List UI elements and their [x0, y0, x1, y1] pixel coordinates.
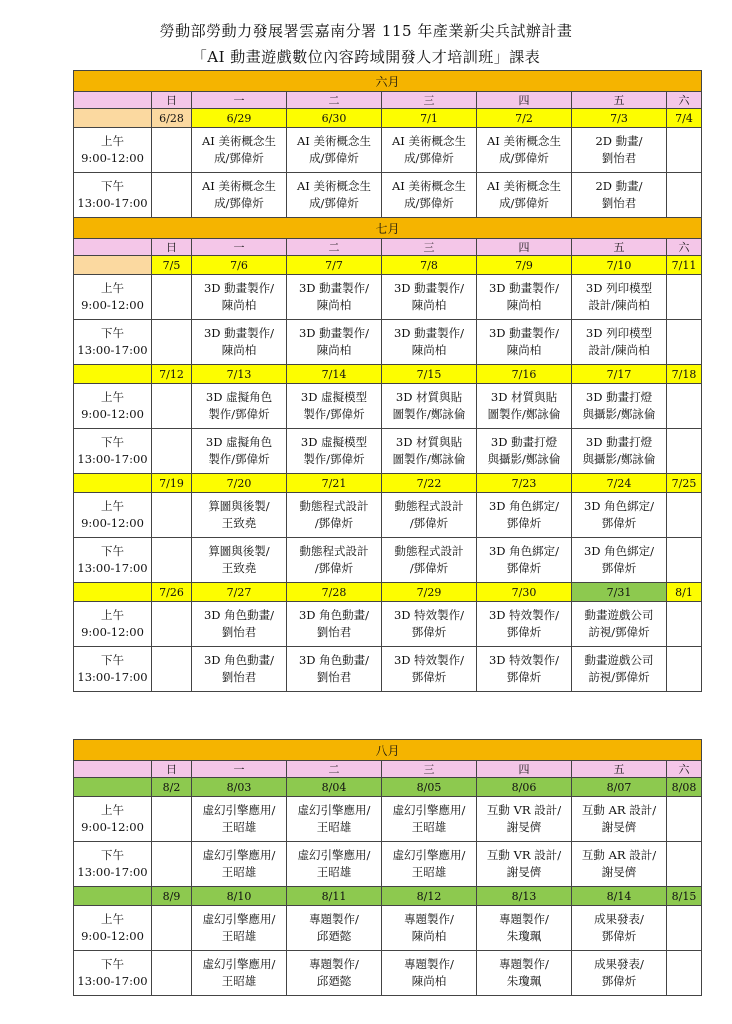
course-cell: AI 美術概念生 成/鄧偉炘 [192, 173, 287, 218]
session-hours: 13:00-17:00 [77, 196, 148, 210]
date-cell: 6/28 [152, 109, 192, 128]
course-cell: 互動 VR 設計/ 謝旻儕 [477, 797, 572, 842]
course-cell [152, 538, 192, 583]
weekday-label: 一 [192, 761, 287, 778]
date-cell: 8/12 [382, 887, 477, 906]
afternoon-session-row [74, 429, 702, 474]
course-cell [667, 842, 702, 887]
weekday-blank-cell [74, 92, 152, 109]
session-hours: 9:00-12:00 [81, 625, 144, 639]
course-cell: 3D 角色動畫/ 劉怡君 [287, 602, 382, 647]
weekday-label: 日 [152, 92, 192, 109]
course-cell: 3D 虛擬角色 製作/鄧偉炘 [192, 384, 287, 429]
session-hours: 9:00-12:00 [81, 516, 144, 530]
weekday-label: 二 [287, 239, 382, 256]
date-row [74, 474, 702, 493]
course-cell: AI 美術概念生 成/鄧偉炘 [477, 173, 572, 218]
date-cell: 7/5 [152, 256, 192, 275]
course-cell: 專題製作/ 邱廼懿 [287, 951, 382, 996]
weekday-label: 三 [382, 92, 477, 109]
date-row [74, 887, 702, 906]
date-cell: 8/2 [152, 778, 192, 797]
date-cell: 7/11 [667, 256, 702, 275]
afternoon-session-row [74, 538, 702, 583]
course-cell: 3D 列印模型 設計/陳尚柏 [572, 275, 667, 320]
weekday-blank-cell [74, 761, 152, 778]
course-cell: 專題製作/ 邱廼懿 [287, 906, 382, 951]
course-cell: 成果發表/ 鄧偉炘 [572, 951, 667, 996]
course-cell [667, 320, 702, 365]
session-time-cell [74, 128, 152, 173]
session-hours: 9:00-12:00 [81, 820, 144, 834]
weekday-label: 二 [287, 92, 382, 109]
weekday-label: 六 [667, 761, 702, 778]
course-cell: 3D 特效製作/ 鄧偉炘 [477, 602, 572, 647]
course-cell: 3D 虛擬模型 製作/鄧偉炘 [287, 429, 382, 474]
date-cell: 7/29 [382, 583, 477, 602]
date-row-label-cell [74, 583, 152, 602]
session-hours: 13:00-17:00 [77, 343, 148, 357]
course-cell: AI 美術概念生 成/鄧偉炘 [287, 173, 382, 218]
schedule-table-august [73, 739, 702, 996]
schedule-table-june-july [73, 70, 702, 692]
weekday-row [74, 92, 702, 109]
course-cell: 3D 角色動畫/ 劉怡君 [192, 647, 287, 692]
date-cell: 7/10 [572, 256, 667, 275]
course-cell: 動態程式設計 /鄧偉炘 [287, 493, 382, 538]
page-title: 勞動部勞動力發展署雲嘉南分署 115 年產業新尖兵試辦計畫 [159, 22, 573, 40]
morning-session-row [74, 906, 702, 951]
course-cell: 3D 特效製作/ 鄧偉炘 [382, 647, 477, 692]
course-cell: 動畫遊戲公司 訪視/鄧偉炘 [572, 647, 667, 692]
course-cell: 專題製作/ 朱瓊珮 [477, 906, 572, 951]
morning-session-row [74, 275, 702, 320]
course-cell: 3D 材質與貼 圖製作/鄭詠倫 [382, 429, 477, 474]
course-cell: 動態程式設計 /鄧偉炘 [287, 538, 382, 583]
weekday-label: 五 [572, 239, 667, 256]
course-cell: AI 美術概念生 成/鄧偉炘 [287, 128, 382, 173]
date-cell: 8/07 [572, 778, 667, 797]
morning-session-row [74, 797, 702, 842]
session-time-cell [74, 429, 152, 474]
afternoon-session-row [74, 173, 702, 218]
weekday-label: 二 [287, 761, 382, 778]
course-cell [667, 128, 702, 173]
course-cell: 3D 角色綁定/ 鄧偉炘 [477, 493, 572, 538]
session-label: 下午 [101, 326, 124, 340]
course-cell: 專題製作/ 朱瓊珮 [477, 951, 572, 996]
date-cell: 7/3 [572, 109, 667, 128]
course-cell: 互動 AR 設計/ 謝旻儕 [572, 797, 667, 842]
date-cell: 8/11 [287, 887, 382, 906]
course-cell [152, 320, 192, 365]
course-cell: 2D 動畫/ 劉怡君 [572, 173, 667, 218]
date-row-label-cell [74, 887, 152, 906]
session-time-cell [74, 842, 152, 887]
date-cell: 7/22 [382, 474, 477, 493]
course-cell: 3D 動畫製作/ 陳尚柏 [192, 275, 287, 320]
month-label: 八月 [74, 740, 702, 761]
course-cell [667, 906, 702, 951]
course-cell: 3D 角色動畫/ 劉怡君 [192, 602, 287, 647]
date-cell: 7/25 [667, 474, 702, 493]
course-cell: 3D 材質與貼 圖製作/鄭詠倫 [382, 384, 477, 429]
course-cell [667, 647, 702, 692]
weekday-label: 日 [152, 761, 192, 778]
date-cell: 7/16 [477, 365, 572, 384]
date-cell: 6/29 [192, 109, 287, 128]
course-cell: 互動 VR 設計/ 謝旻儕 [477, 842, 572, 887]
session-label: 上午 [101, 134, 124, 148]
session-hours: 9:00-12:00 [81, 407, 144, 421]
weekday-label: 六 [667, 239, 702, 256]
session-hours: 9:00-12:00 [81, 929, 144, 943]
date-cell: 7/30 [477, 583, 572, 602]
month-header-row [74, 218, 702, 239]
morning-session-row [74, 384, 702, 429]
date-cell: 7/8 [382, 256, 477, 275]
session-time-cell [74, 384, 152, 429]
session-time-cell [74, 320, 152, 365]
session-label: 下午 [101, 544, 124, 558]
course-cell: 3D 動畫打燈 與攝影/鄭詠倫 [572, 384, 667, 429]
course-cell: 3D 動畫製作/ 陳尚柏 [192, 320, 287, 365]
weekday-row [74, 239, 702, 256]
date-cell: 7/31 [572, 583, 667, 602]
session-hours: 13:00-17:00 [77, 561, 148, 575]
weekday-row [74, 761, 702, 778]
course-cell [667, 493, 702, 538]
course-cell: 動畫遊戲公司 訪視/鄧偉炘 [572, 602, 667, 647]
course-cell: 專題製作/ 陳尚柏 [382, 906, 477, 951]
date-cell: 8/14 [572, 887, 667, 906]
course-cell: AI 美術概念生 成/鄧偉炘 [477, 128, 572, 173]
session-time-cell [74, 173, 152, 218]
course-cell [667, 429, 702, 474]
course-cell: 3D 動畫製作/ 陳尚柏 [287, 320, 382, 365]
date-cell: 7/21 [287, 474, 382, 493]
date-cell: 8/08 [667, 778, 702, 797]
course-cell: 3D 動畫製作/ 陳尚柏 [287, 275, 382, 320]
morning-session-row [74, 128, 702, 173]
weekday-label: 一 [192, 92, 287, 109]
date-row-label-cell [74, 474, 152, 493]
month-header-row [74, 740, 702, 761]
course-cell: AI 美術概念生 成/鄧偉炘 [382, 128, 477, 173]
course-cell [667, 384, 702, 429]
course-cell: 3D 動畫製作/ 陳尚柏 [477, 320, 572, 365]
date-cell: 8/10 [192, 887, 287, 906]
session-label: 下午 [101, 957, 124, 971]
course-cell: 成果發表/ 鄧偉炘 [572, 906, 667, 951]
session-label: 上午 [101, 281, 124, 295]
course-cell: 3D 動畫打燈 與攝影/鄭詠倫 [477, 429, 572, 474]
session-time-cell [74, 602, 152, 647]
course-cell: 3D 材質與貼 圖製作/鄭詠倫 [477, 384, 572, 429]
weekday-label: 六 [667, 92, 702, 109]
session-hours: 13:00-17:00 [77, 452, 148, 466]
afternoon-session-row [74, 842, 702, 887]
course-cell: 2D 動畫/ 劉怡君 [572, 128, 667, 173]
session-hours: 9:00-12:00 [81, 151, 144, 165]
course-cell [667, 797, 702, 842]
date-cell: 7/2 [477, 109, 572, 128]
afternoon-session-row [74, 951, 702, 996]
weekday-blank-cell [74, 239, 152, 256]
course-cell: 算圖與後製/ 王致堯 [192, 493, 287, 538]
weekday-label: 三 [382, 761, 477, 778]
session-label: 下午 [101, 179, 124, 193]
weekday-label: 四 [477, 239, 572, 256]
course-cell [152, 842, 192, 887]
month-label: 七月 [74, 218, 702, 239]
course-cell [667, 173, 702, 218]
session-time-cell [74, 797, 152, 842]
course-cell [667, 602, 702, 647]
morning-session-row [74, 602, 702, 647]
date-cell: 8/03 [192, 778, 287, 797]
course-cell: 虛幻引擎應用/ 王昭雄 [192, 797, 287, 842]
course-cell: 虛幻引擎應用/ 王昭雄 [192, 842, 287, 887]
weekday-label: 日 [152, 239, 192, 256]
course-cell: 虛幻引擎應用/ 王昭雄 [382, 797, 477, 842]
date-cell: 7/17 [572, 365, 667, 384]
date-cell: 8/9 [152, 887, 192, 906]
date-cell: 7/7 [287, 256, 382, 275]
date-cell: 8/1 [667, 583, 702, 602]
session-hours: 9:00-12:00 [81, 298, 144, 312]
weekday-label: 四 [477, 761, 572, 778]
date-cell: 8/05 [382, 778, 477, 797]
course-cell: 虛幻引擎應用/ 王昭雄 [287, 797, 382, 842]
session-hours: 13:00-17:00 [77, 865, 148, 879]
course-cell: 3D 動畫製作/ 陳尚柏 [382, 275, 477, 320]
date-cell: 7/19 [152, 474, 192, 493]
course-cell: 虛幻引擎應用/ 王昭雄 [192, 951, 287, 996]
course-cell: 專題製作/ 陳尚柏 [382, 951, 477, 996]
weekday-label: 四 [477, 92, 572, 109]
course-cell: 3D 動畫打燈 與攝影/鄭詠倫 [572, 429, 667, 474]
date-cell: 6/30 [287, 109, 382, 128]
session-time-cell [74, 538, 152, 583]
course-cell: 虛幻引擎應用/ 王昭雄 [192, 906, 287, 951]
date-row [74, 109, 702, 128]
date-cell: 7/24 [572, 474, 667, 493]
course-cell [152, 493, 192, 538]
date-cell: 7/20 [192, 474, 287, 493]
date-cell: 7/13 [192, 365, 287, 384]
session-label: 上午 [101, 499, 124, 513]
course-cell: 虛幻引擎應用/ 王昭雄 [287, 842, 382, 887]
course-cell: 3D 虛擬角色 製作/鄧偉炘 [192, 429, 287, 474]
date-row [74, 583, 702, 602]
date-cell: 7/28 [287, 583, 382, 602]
date-cell: 7/4 [667, 109, 702, 128]
month-header-row [74, 71, 702, 92]
course-cell: 3D 動畫製作/ 陳尚柏 [382, 320, 477, 365]
course-cell [152, 906, 192, 951]
course-cell: 3D 特效製作/ 鄧偉炘 [477, 647, 572, 692]
course-cell [152, 429, 192, 474]
session-label: 下午 [101, 435, 124, 449]
course-cell [152, 384, 192, 429]
session-label: 上午 [101, 608, 124, 622]
date-cell: 7/15 [382, 365, 477, 384]
course-cell [667, 275, 702, 320]
date-cell: 8/13 [477, 887, 572, 906]
date-row-label-cell [74, 365, 152, 384]
date-cell: 7/6 [192, 256, 287, 275]
weekday-label: 一 [192, 239, 287, 256]
course-cell: 互動 AR 設計/ 謝旻儕 [572, 842, 667, 887]
date-row [74, 365, 702, 384]
month-label: 六月 [74, 71, 702, 92]
course-cell [152, 275, 192, 320]
session-label: 上午 [101, 803, 124, 817]
course-cell: 算圖與後製/ 王致堯 [192, 538, 287, 583]
course-cell: 3D 動畫製作/ 陳尚柏 [477, 275, 572, 320]
course-cell [152, 602, 192, 647]
session-time-cell [74, 647, 152, 692]
session-label: 下午 [101, 653, 124, 667]
date-row [74, 778, 702, 797]
afternoon-session-row [74, 320, 702, 365]
page-subtitle: 「AI 動畫遊戲數位內容跨域開發人才培訓班」課表 [191, 48, 541, 66]
course-cell [152, 797, 192, 842]
date-cell: 7/23 [477, 474, 572, 493]
session-time-cell [74, 493, 152, 538]
session-hours: 13:00-17:00 [77, 670, 148, 684]
date-cell: 7/1 [382, 109, 477, 128]
afternoon-session-row [74, 647, 702, 692]
session-label: 上午 [101, 912, 124, 926]
date-row [74, 256, 702, 275]
date-row-label-cell [74, 109, 152, 128]
weekday-label: 五 [572, 92, 667, 109]
course-cell [667, 951, 702, 996]
course-cell [152, 647, 192, 692]
course-cell [152, 128, 192, 173]
course-cell: 3D 列印模型 設計/陳尚柏 [572, 320, 667, 365]
course-cell: 3D 角色綁定/ 鄧偉炘 [572, 538, 667, 583]
course-cell: 3D 角色綁定/ 鄧偉炘 [477, 538, 572, 583]
date-cell: 7/27 [192, 583, 287, 602]
course-cell [667, 538, 702, 583]
date-cell: 8/15 [667, 887, 702, 906]
date-cell: 7/9 [477, 256, 572, 275]
course-cell: 動態程式設計 /鄧偉炘 [382, 493, 477, 538]
course-cell: AI 美術概念生 成/鄧偉炘 [192, 128, 287, 173]
date-row-label-cell [74, 256, 152, 275]
date-cell: 8/04 [287, 778, 382, 797]
course-cell: AI 美術概念生 成/鄧偉炘 [382, 173, 477, 218]
morning-session-row [74, 493, 702, 538]
course-cell: 3D 虛擬模型 製作/鄧偉炘 [287, 384, 382, 429]
date-cell: 7/14 [287, 365, 382, 384]
weekday-label: 三 [382, 239, 477, 256]
session-label: 上午 [101, 390, 124, 404]
session-time-cell [74, 906, 152, 951]
course-cell [152, 173, 192, 218]
session-time-cell [74, 275, 152, 320]
course-cell: 3D 角色動畫/ 劉怡君 [287, 647, 382, 692]
session-hours: 13:00-17:00 [77, 974, 148, 988]
course-cell: 3D 角色綁定/ 鄧偉炘 [572, 493, 667, 538]
course-cell: 虛幻引擎應用/ 王昭雄 [382, 842, 477, 887]
course-cell: 動態程式設計 /鄧偉炘 [382, 538, 477, 583]
date-row-label-cell [74, 778, 152, 797]
course-cell: 3D 特效製作/ 鄧偉炘 [382, 602, 477, 647]
session-label: 下午 [101, 848, 124, 862]
date-cell: 7/12 [152, 365, 192, 384]
date-cell: 7/18 [667, 365, 702, 384]
session-time-cell [74, 951, 152, 996]
date-cell: 7/26 [152, 583, 192, 602]
date-cell: 8/06 [477, 778, 572, 797]
weekday-label: 五 [572, 761, 667, 778]
course-cell [152, 951, 192, 996]
